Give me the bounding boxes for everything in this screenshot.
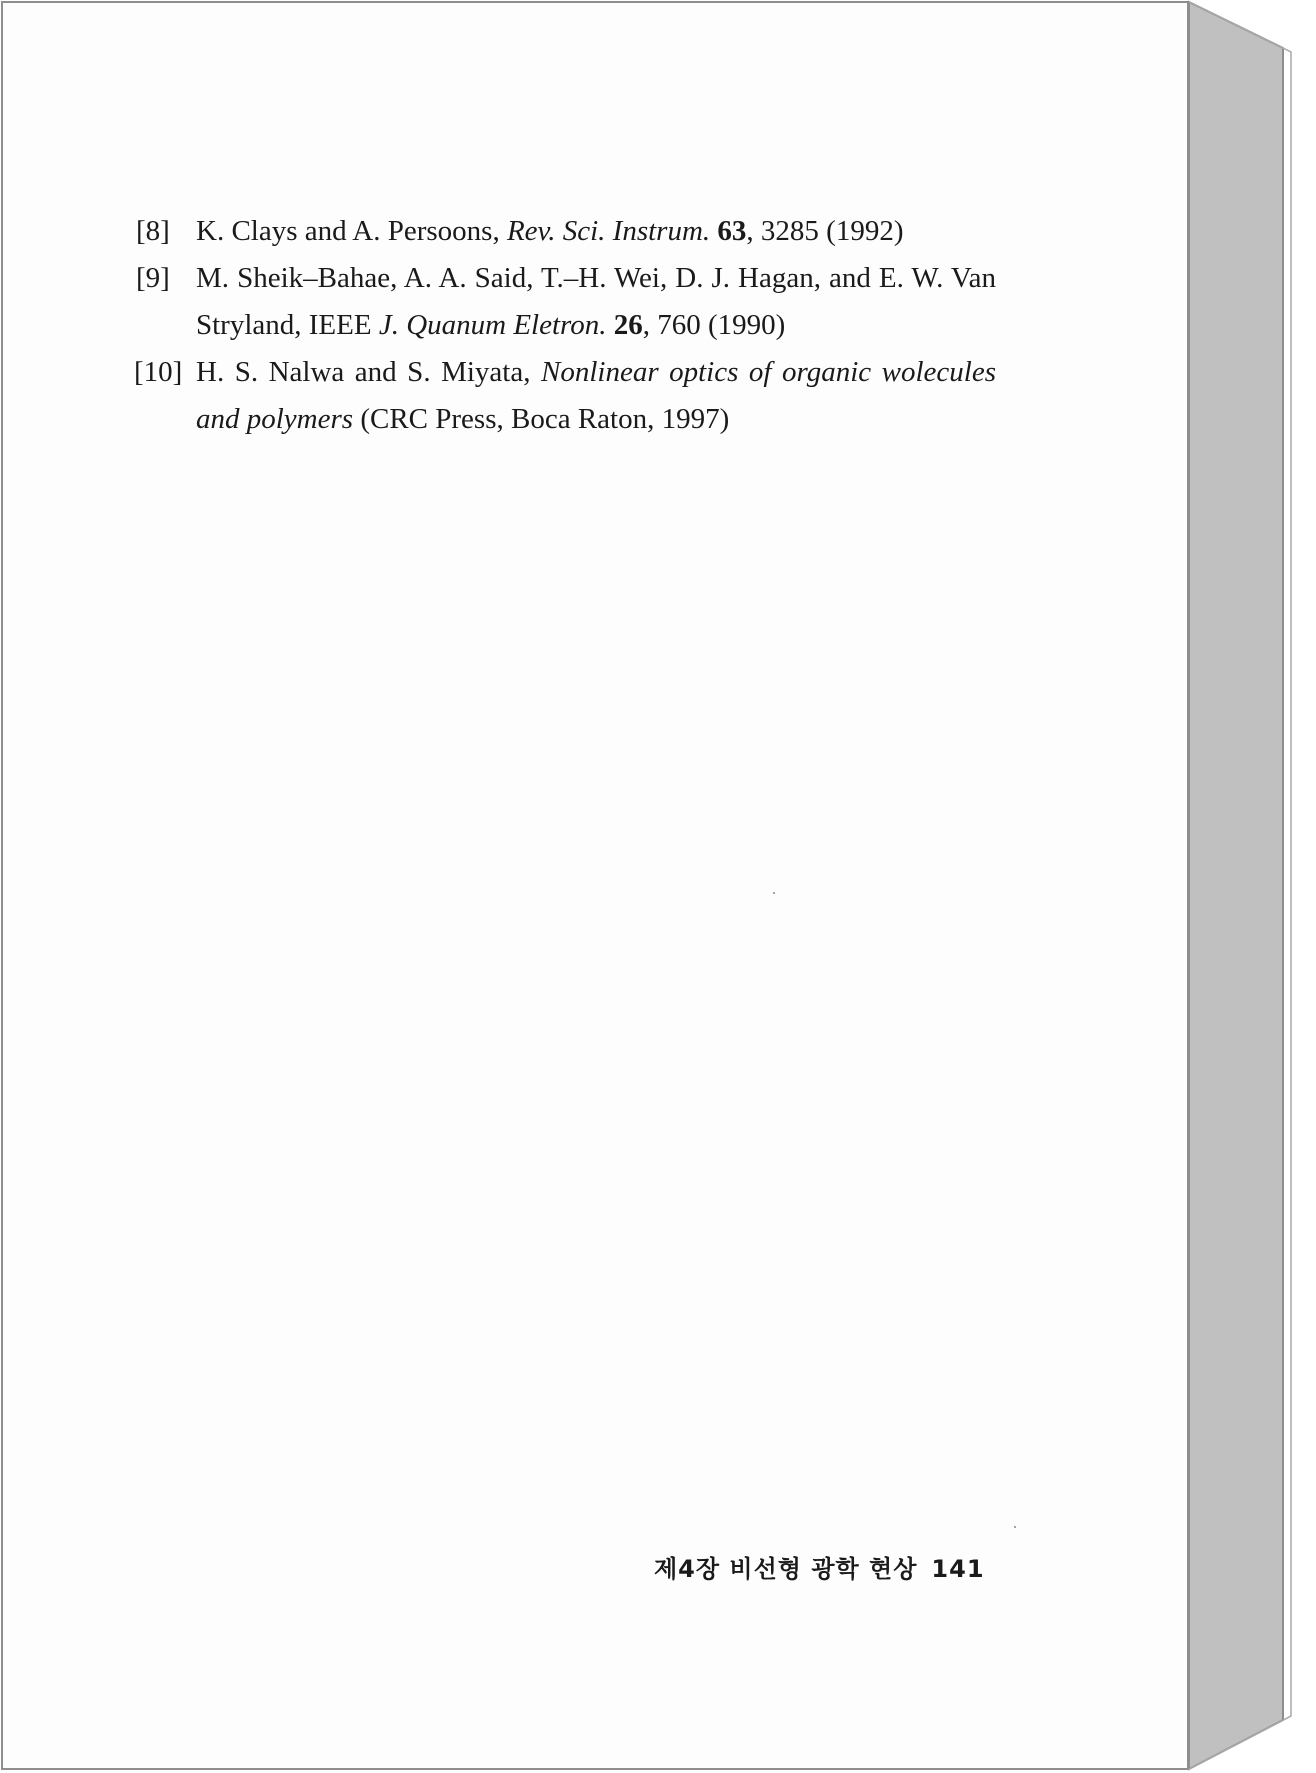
scan-speck (1014, 1526, 1016, 1528)
reference-book-title: Nonlinear optics of organic wolecules and polymers (196, 356, 996, 435)
reference-item-8 (136, 208, 996, 255)
reference-authors: H. S. Nalwa and S. Miyata, (196, 356, 541, 388)
reference-pages-year: , 3285 (1992) (746, 215, 904, 247)
reference-journal: J. Quanum Eletron. (378, 309, 607, 341)
running-footer (654, 1549, 985, 1584)
reference-item-10 (136, 349, 996, 443)
reference-item-9 (136, 255, 996, 349)
reference-volume: 26 (613, 309, 643, 341)
reference-list (136, 208, 996, 443)
reference-journal: Rev. Sci. Instrum. (506, 215, 711, 247)
reference-volume: 63 (717, 215, 747, 247)
reference-authors: M. Sheik–Bahae, A. A. Said, T.–H. Wei, D. J. Hagan, and E. W. Van Stryland, IEEE (196, 262, 996, 341)
footer-chapter-title: 제4장 비선형 광학 현상 (654, 1555, 918, 1583)
scan-speck (773, 892, 775, 894)
reference-number: [10] (134, 356, 183, 388)
reference-number: [9] (136, 262, 170, 294)
reference-number: [8] (136, 215, 170, 247)
reference-pages-year: , 760 (1990) (642, 309, 786, 341)
reference-publisher: (CRC Press, Boca Raton, 1997) (353, 403, 730, 435)
reference-authors: K. Clays and A. Persoons, (196, 215, 507, 247)
page-number: 141 (931, 1555, 985, 1583)
